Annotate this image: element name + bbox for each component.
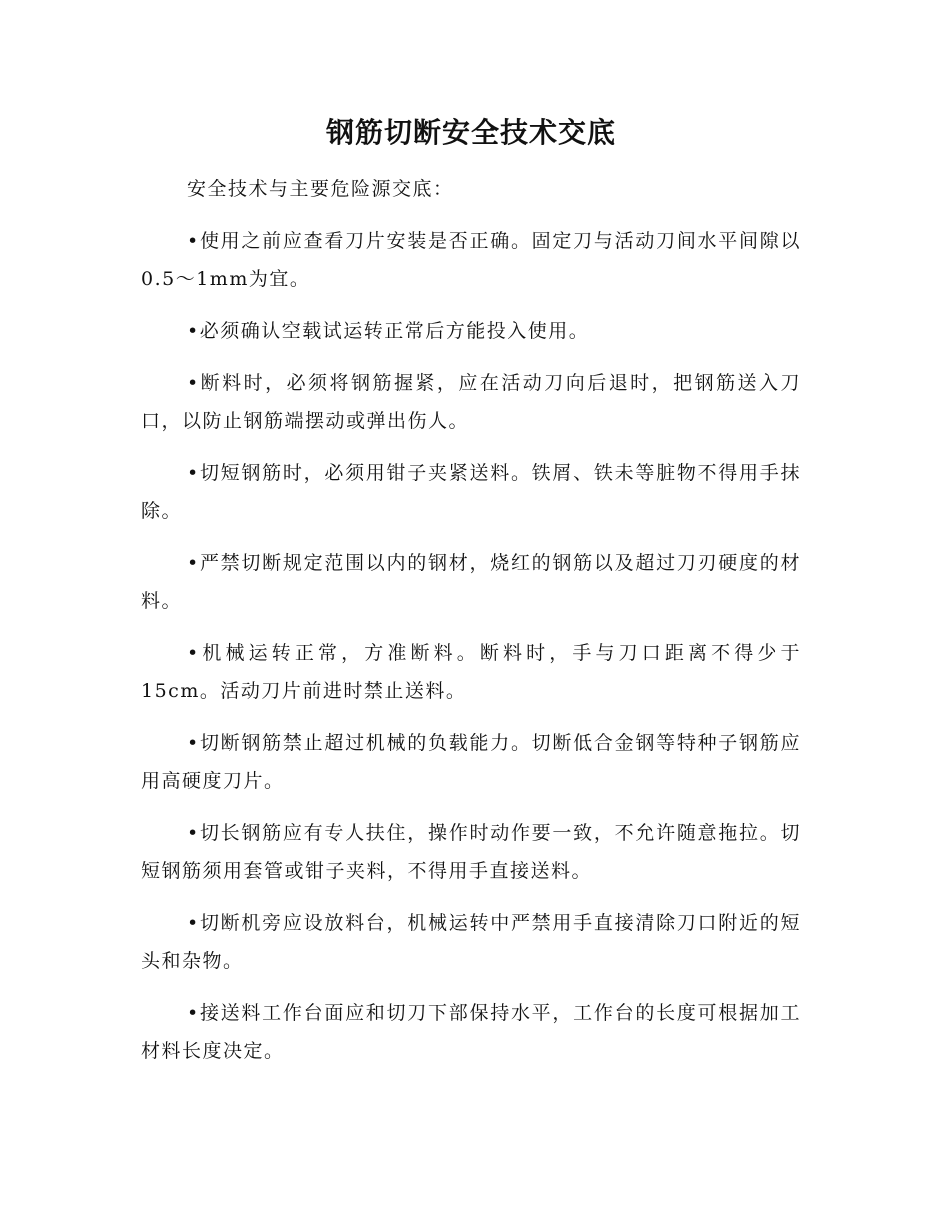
safety-item-4: •切短钢筋时，必须用钳子夹紧送料。铁屑、铁未等脏物不得用手抹除。: [141, 462, 801, 522]
safety-item-9: •切断机旁应设放料台，机械运转中严禁用手直接清除刀口附近的短头和杂物。: [141, 912, 801, 972]
document-title: 钢筋切断安全技术交底: [325, 116, 616, 149]
safety-item-10: •接送料工作台面应和切刀下部保持水平，工作台的长度可根据加工材料长度决定。: [141, 1002, 801, 1062]
document-body: [141, 114, 801, 1070]
safety-item-6: •机械运转正常，方准断料。断料时，手与刀口距离不得少于15cm。活动刀片前进时禁止送料。: [141, 642, 801, 702]
safety-item-7: •切断钢筋禁止超过机械的负载能力。切断低合金钢等特种子钢筋应用高硬度刀片。: [141, 732, 801, 792]
safety-item-2: •必须确认空载试运转正常后方能投入使用。: [187, 320, 590, 342]
safety-item-3: •断料时，必须将钢筋握紧，应在活动刀向后退时，把钢筋送入刀口，以防止钢筋端摆动或弹出伤人。: [141, 372, 801, 432]
safety-item-1: •使用之前应查看刀片安装是否正确。固定刀与活动刀间水平间隙以0.5～1mm为宜。: [141, 230, 801, 290]
safety-item-8: •切长钢筋应有专人扶住，操作时动作要一致，不允许随意拖拉。切短钢筋须用套管或钳子夹料，不得用手直接送料。: [141, 822, 801, 882]
intro-line: 安全技术与主要危险源交底：: [187, 178, 454, 200]
safety-item-5: •严禁切断规定范围以内的钢材，烧红的钢筋以及超过刀刃硬度的材料。: [141, 552, 801, 612]
